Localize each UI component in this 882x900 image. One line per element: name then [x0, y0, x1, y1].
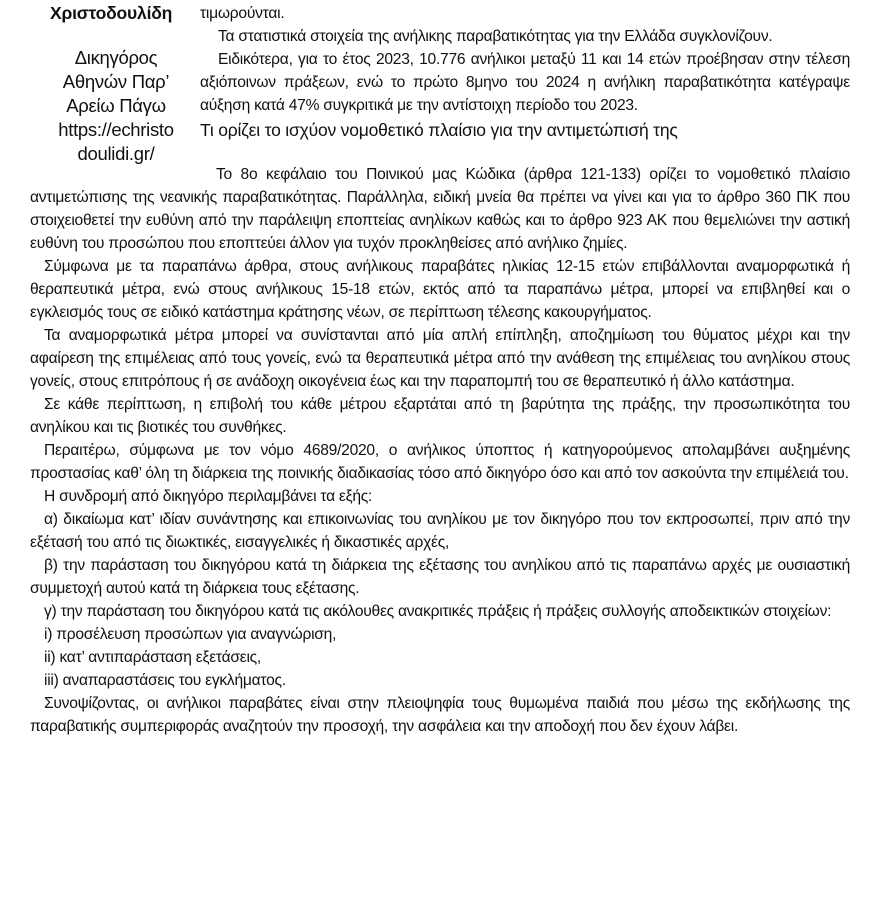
- section-heading: Τι ορίζει το ισχύον νομοθετικό πλαίσιο για την αντιμετώπισή της: [200, 120, 678, 140]
- list-item-b: β) την παράσταση του δικηγόρου κατά τη διάρκεια της εξέτασης του ανηλίκου από τις παραπάνω αρχές με ουσιαστική συμμετοχή αυτού κατά τη διάρκεια τους εξέτασης.: [30, 557, 850, 597]
- paragraph-conclusion: Συνοψίζοντας, οι ανήλικοι παραβάτες είναι στην πλειοψηφία τους θυμωμένα παιδιά που μέσω της εκδήλωσης της παραβατικής συμπεριφοράς αναζητούν την προσοχή, την ασφάλεια και την αποδοχή που δεν έχουν λάβει.: [30, 695, 850, 735]
- list-item-iii: iii) αναπαραστάσεις του εγκλήματος.: [44, 672, 286, 689]
- paragraph-law-4689: Περαιτέρω, σύμφωνα με τον νόμο 4689/2020, ο ανήλικος ύποπτος ή κατηγορούμενος απολαμβάνει αυξημένης προστασίας καθ’ όλη τη διάρκεια της ποινικής διαδικασίας τόσο από δικηγόρο όσο και από τον ασκούντα την επιμέλειά του.: [30, 442, 850, 482]
- paragraph-statistics-intro: Τα στατιστικά στοιχεία της ανήλικης παραβατικότητας για την Ελλάδα συγκλονίζουν.: [218, 28, 773, 45]
- list-item-ii: ii) κατ’ αντιπαράσταση εξετάσεις,: [44, 649, 262, 666]
- author-bar: Αθηνών Παρ’: [62, 71, 170, 92]
- author-url-part2: doulidi.gr/: [77, 143, 155, 164]
- author-title: Δικηγόρος: [74, 47, 158, 68]
- paragraph-severity: Σε κάθε περίπτωση, η επιβολή του κάθε μέτρου εξαρτάται από τη βαρύτητα της πράξης, την προσωπικότητα του ανηλίκου και τις βιοτικές του συνθήκες.: [30, 396, 850, 436]
- paragraph-lawyer-assistance: Η συνδρομή από δικηγόρο περιλαμβάνει τα εξής:: [44, 488, 373, 505]
- paragraph-reformative-measures: Τα αναμορφωτικά μέτρα μπορεί να συνίστανται από μία απλή επίπληξη, αποζημίωση του θύματος μέχρι και την αφαίρεση της επιμέλειας από τους γονείς, ενώ τα θεραπευτικά μέτρα από την ανάθεση της επιμέλειας του ανηλίκου στους γονείς, στους επιτρόπους ή σε ανάδοχη οικογένεια έως και την παραπομπή του σε θεραπευτικό ή άλλο κατάστημα.: [30, 327, 850, 390]
- list-item-a: α) δικαίωμα κατ’ ιδίαν συνάντησης και επικοινωνίας του ανηλίκου με τον δικηγόρο που τον εκπροσωπεί, πριν από την εξέτασή του από τις διωκτικές, εισαγγελικές ή δικαστικές αρχές,: [30, 511, 850, 551]
- list-item-i: i) προσέλευση προσώπων για αναγνώριση,: [44, 626, 337, 643]
- main-text-column: [30, 163, 850, 738]
- top-text-column: [200, 2, 850, 143]
- author-court: Αρείω Πάγω: [66, 95, 166, 116]
- author-box: [36, 2, 196, 166]
- paragraph-measures-age: Σύμφωνα με τα παραπάνω άρθρα, στους ανήλικους παραβάτες ηλικίας 12-15 ετών επιβάλλονται αναμορφωτικά ή θεραπευτικά μέτρα, ενώ στους ανήλικους 15-18 ετών, εκτός από τα παραπάνω μέτρα, μπορεί να επιβληθεί και ο εγκλεισμός τους σε ειδικό κατάστημα κράτησης νέων, σε περίπτωση τέλεσης κακουργήματος.: [30, 258, 850, 321]
- author-url-part1: https://echristo: [58, 119, 174, 140]
- paragraph-continuation: τιμωρούνται.: [200, 5, 285, 22]
- author-name: Χριστοδουλίδη: [50, 3, 173, 23]
- paragraph-penal-code: Το 8ο κεφάλαιο του Ποινικού μας Κώδικα (άρθρα 121-133) ορίζει το νομοθετικό πλαίσιο αντιμετώπισης της νεανικής παραβατικότητας. Παράλληλα, ειδική μνεία θα πρέπει να γίνει και για το άρθρο 360 ΠΚ που στοιχειοθετεί την ευθύνη από την παράλειψη εποπτείας ανηλίκων καθώς και το άρθρο 923 ΑΚ που θεμελιώνει την αστική ευθύνη του προσώπου που εποπτεύει άλλον για τυχόν προκληθείσες από ανήλικο ζημίες.: [30, 166, 850, 252]
- paragraph-statistics-detail: Ειδικότερα, για το έτος 2023, 10.776 ανήλικοι μεταξύ 11 και 14 ετών προέβησαν στην τέλεση αξιόποινων πράξεων, ενώ το πρώτο 8μηνο του 2024 η ανήλικη παραβατικότητα κατέγραψε αύξηση κατά 47% συγκριτικά με την αντίστοιχη περίοδο του 2023.: [200, 51, 850, 114]
- list-item-c: γ) την παράσταση του δικηγόρου κατά τις ακόλουθες ανακριτικές πράξεις ή πράξεις συλλογής αποδεικτικών στοιχείων:: [44, 603, 832, 620]
